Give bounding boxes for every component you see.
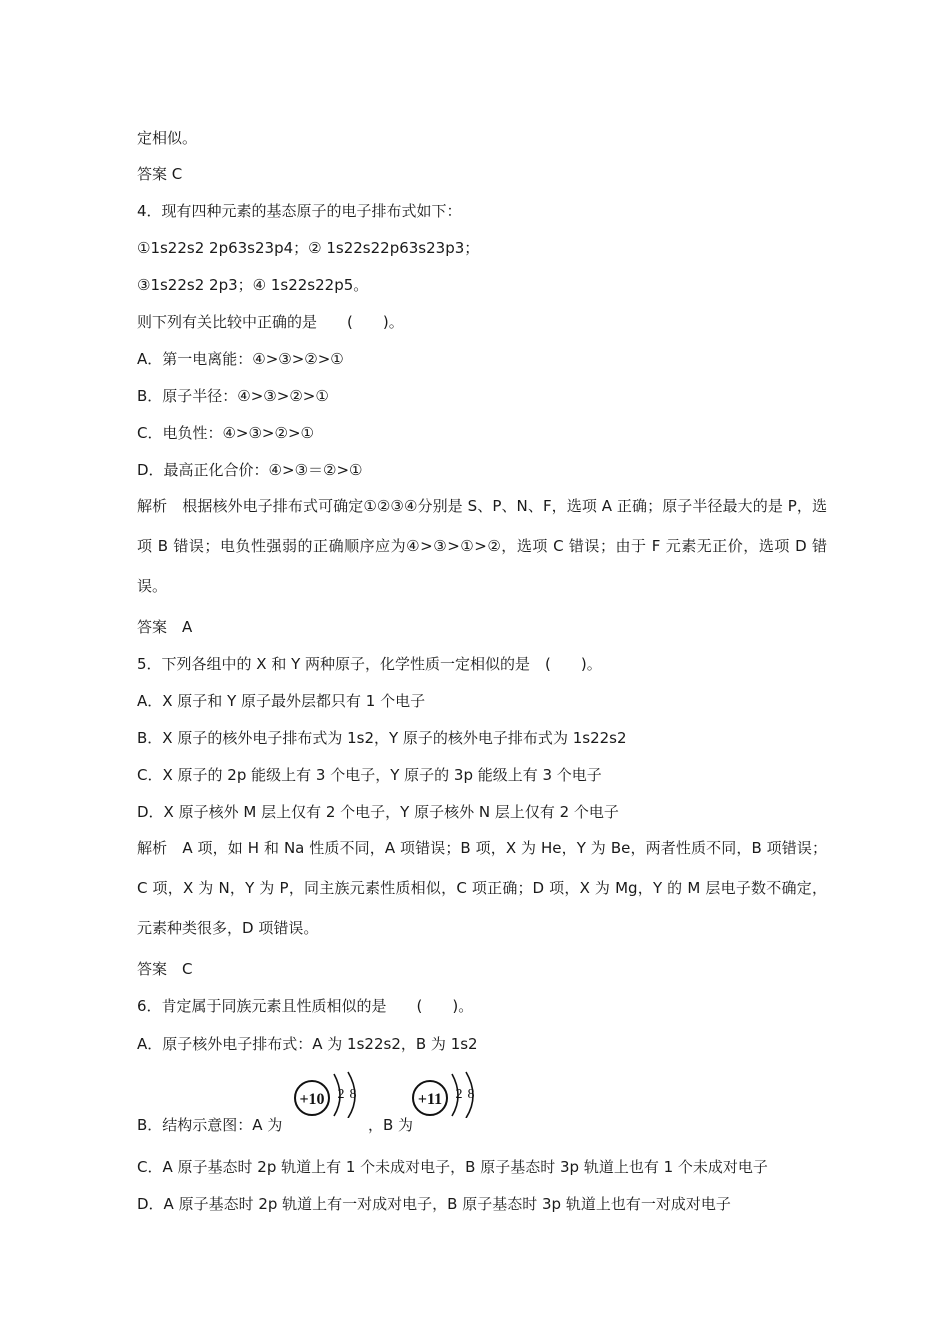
question-4-option-a: A．第一电离能：④>③>②>① <box>137 350 344 368</box>
question-5-option-a: A．X 原子和 Y 原子最外层都只有 1 个电子 <box>137 692 426 710</box>
atom-structure-diagram-b <box>408 1070 500 1118</box>
question-6-option-b-mid: ，B 为 <box>368 1116 414 1134</box>
question-6-option-c: C．A 原子基态时 2p 轨道上有 1 个未成对电子，B 原子基态时 3p 轨道上也有 1 个未成对电子 <box>137 1158 768 1176</box>
question-4-option-d: D．最高正化合价：④>③＝②>① <box>137 461 363 479</box>
answer-line: 答案 C <box>137 165 183 183</box>
question-4-stem: 4．现有四种元素的基态原子的电子排布式如下： <box>137 202 462 220</box>
shell-2-electrons: 8 <box>349 1087 357 1102</box>
question-6-stem: 6．肯定属于同族元素且性质相似的是 ( )。 <box>137 997 474 1015</box>
question-4-config-2: ③1s22s2 2p3；④ 1s22s22p5。 <box>137 276 369 294</box>
shell-1-electrons: 2 <box>455 1087 463 1102</box>
question-5-option-b: B．X 原子的核外电子排布式为 1s2，Y 原子的核外电子排布式为 1s22s2 <box>137 729 627 747</box>
question-4-ask: 则下列有关比较中正确的是 ( )。 <box>137 313 404 331</box>
nucleus-charge: +10 <box>299 1091 325 1108</box>
question-6-option-d: D．A 原子基态时 2p 轨道上有一对成对电子，B 原子基态时 3p 轨道上也有一对成对电子 <box>137 1195 731 1213</box>
text-line: 定相似。 <box>137 129 198 147</box>
question-4-option-c: C．电负性：④>③>②>① <box>137 424 314 442</box>
question-5-analysis: 解析 A 项，如 H 和 Na 性质不同，A 项错误；B 项，X 为 He，Y 为 Be，两者性质不同，B 项错误；C 项，X 为 N，Y 为 P，同主族元素性质相似，C 项正确；D 项，X 为 Mg，Y 的 M 层电子数不确定，元素种类很多，D 项错误。 <box>137 839 827 937</box>
question-6-option-b-label: B．结构示意图：A 为 <box>137 1116 283 1134</box>
atom-structure-diagram-a <box>290 1070 382 1118</box>
shell-2-electrons: 8 <box>467 1087 475 1102</box>
question-4-option-b: B．原子半径：④>③>②>① <box>137 387 329 405</box>
nucleus-charge: +11 <box>417 1091 443 1108</box>
question-4-analysis: 解析 根据核外电子排布式可确定①②③④分别是 S、P、N、F，选项 A 正确；原子半径最大的是 P，选项 B 错误；电负性强弱的正确顺序应为④>③>①>②，选项 C 错误；由于 F 元素无正价，选项 D 错误。 <box>137 497 827 595</box>
question-5-stem: 5．下列各组中的 X 和 Y 两种原子，化学性质一定相似的是 ( )。 <box>137 655 602 673</box>
question-5-option-d: D．X 原子核外 M 层上仅有 2 个电子，Y 原子核外 N 层上仅有 2 个电子 <box>137 803 619 821</box>
question-6-option-a: A．原子核外电子排布式：A 为 1s22s2，B 为 1s2 <box>137 1035 478 1053</box>
question-4-answer: 答案 A <box>137 618 193 636</box>
question-5-option-c: C．X 原子的 2p 能级上有 3 个电子，Y 原子的 3p 能级上有 3 个电子 <box>137 766 602 784</box>
question-5-answer: 答案 C <box>137 960 193 978</box>
question-4-config-1: ①1s22s2 2p63s23p4；② 1s22s22p63s23p3； <box>137 239 480 257</box>
shell-1-electrons: 2 <box>337 1087 345 1102</box>
